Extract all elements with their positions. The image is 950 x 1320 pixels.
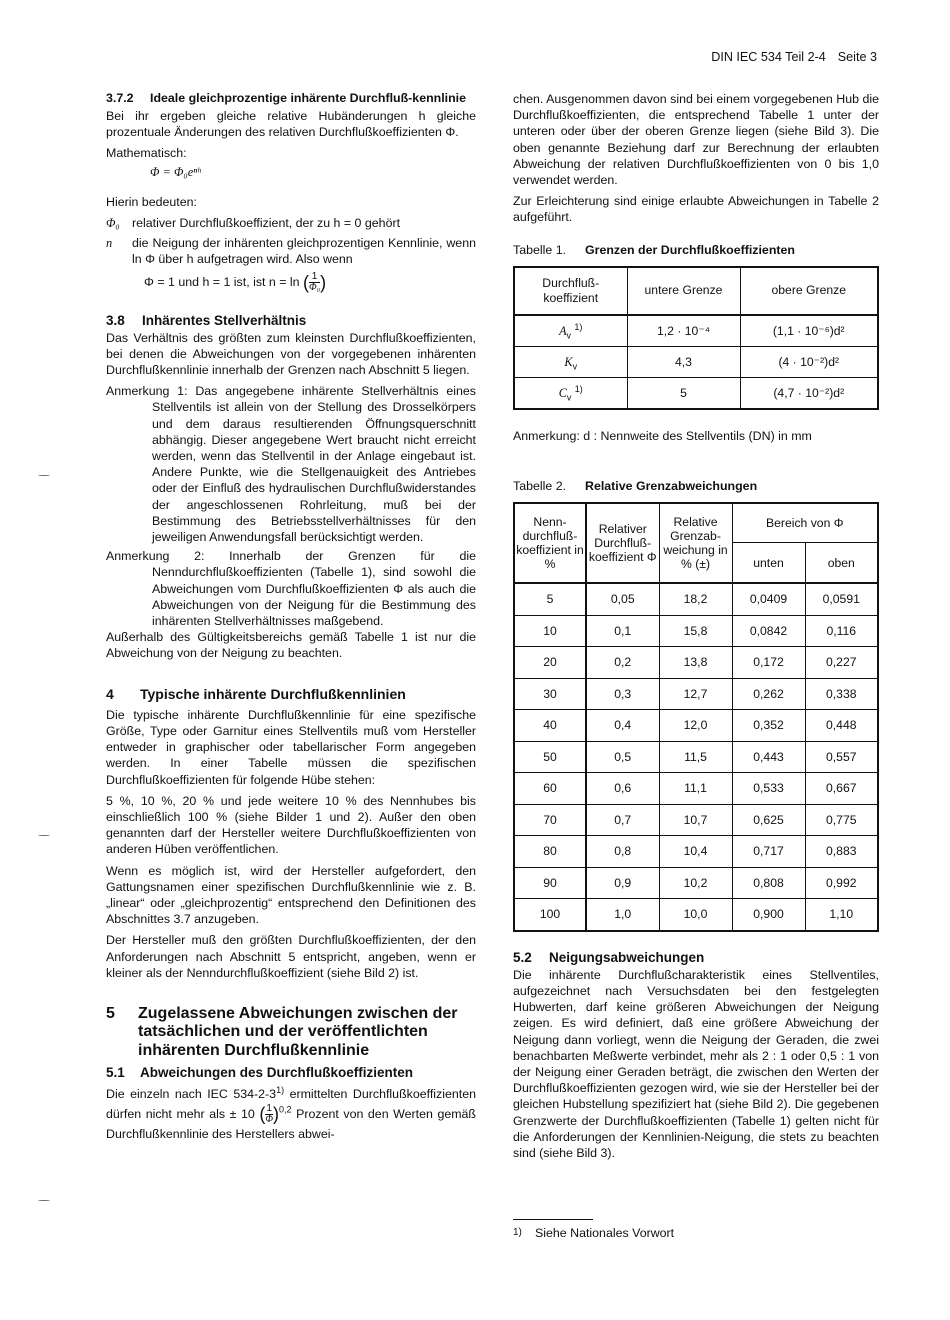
table-row: 50 0,5 11,5 0,443 0,557: [514, 741, 878, 773]
header-cell: untere Grenze: [627, 267, 740, 315]
paragraph: Außerhalb des Gültigkeitsbereichs gemäß Tabelle 1 ist nur die Abweichung von der Neigung zu beachten.: [106, 630, 476, 661]
table-header-row: Nenn-durchfluß-koeffizient in % Relativer Durchfluß-koeffizient Φ Relative Grenzab-weichung in % (±) Bereich von Φ: [514, 503, 878, 543]
table-row: 5 0,05 18,2 0,0409 0,0591: [514, 583, 878, 615]
formula: Φ = Φ₀eⁿʰ: [150, 164, 201, 179]
table-header-row: unten oben: [514, 543, 878, 584]
document-id: DIN IEC 534 Teil 2-4: [711, 50, 826, 64]
table-row: 80 0,8 10,4 0,717 0,883: [514, 836, 878, 868]
footnote-divider: [513, 1219, 593, 1220]
paragraph: Der Hersteller muß den größten Durchflußkoeffizienten, der den Anforderungen nach Abschnitt 5 entspricht, angeben, wenn er kleiner als der Nenndurchflußkoeffizient (siehe Bild 2) ist.: [106, 933, 476, 980]
table-row: 100 1,0 10,0 0,900 1,10: [514, 899, 878, 931]
section-4-heading: 4 Typische inhärente Durchflußkennlinien: [106, 685, 406, 702]
definition-row: Φ₀ relativer Durchflußkoeffizient, der zu h = 0 gehört: [106, 216, 401, 231]
right-column: [513, 91, 879, 1241]
table-row: $K_v$ 4,3 (4 · 10⁻²)d²: [514, 346, 878, 377]
page-number: Seite 3: [837, 50, 877, 64]
section-title: Abweichungen des Durchflußkoeffizienten: [140, 1065, 414, 1081]
section-3-8-heading: 3.8 Inhärentes Stellverhältnis: [106, 312, 307, 328]
margin-mark: [38, 835, 50, 837]
definitions-label: Hierin bedeuten:: [106, 194, 197, 209]
table-2: [513, 502, 879, 932]
table-row: 60 0,6 11,1 0,533 0,667: [514, 773, 878, 805]
paragraph: Bei ihr ergeben gleiche relative Hubänderungen h gleiche prozentuale Änderungen des relativen Durchflußkoeffizienten Φ.: [106, 109, 476, 140]
footnote-ref: 1): [276, 1085, 285, 1096]
table-row: 90 0,9 10,2 0,808 0,992: [514, 867, 878, 899]
page-header: [711, 49, 877, 65]
table-row: 30 0,3 12,7 0,262 0,338: [514, 678, 878, 710]
table-header-row: [514, 267, 878, 315]
formula: Φ = 1 und h = 1 ist, ist n = ln ( $\frac{1}{\text{Φ₀}}$ ): [144, 270, 327, 293]
paragraph: Die typische inhärente Durchflußkennlinie für eine spezifische Größe, Type oder Garnitur eines Stellventils muß vom Hersteller entweder in graphischer oder tabellarischer Form angegeben werden. In einer Tabelle müssen die spezifischen Durchflußkoeffizienten für folgende Hübe stehen:: [106, 707, 476, 787]
margin-mark: [38, 475, 50, 477]
table-1-note: Anmerkung: d : Nennweite des Stellventils (DN) in mm: [513, 428, 812, 443]
section-title: Zugelassene Abweichungen zwischen der tatsächlichen und der veröffentlichten inhärenten Durchflußkennlinie: [138, 1004, 458, 1059]
table-row: 20 0,2 13,8 0,172 0,227: [514, 647, 878, 679]
paragraph: 5 %, 10 %, 20 % und jede weitere 10 % des Nennhubes bis einschließlich 100 % (siehe Bilder 1 und 2). Außer den oben genannten darf der Hersteller weitere Durchflußkoeffizienten von anderen Hüben veröffentlichen.: [106, 793, 476, 857]
section-title: Neigungsabweichungen: [549, 949, 705, 965]
table-row: $C_v$ $^{1)}$ 5 (4,7 · 10⁻²)d²: [514, 377, 878, 409]
table-row: 70 0,7 10,7 0,625 0,775: [514, 804, 878, 836]
header-cell: obere Grenze: [740, 267, 878, 315]
table-row: 10 0,1 15,8 0,0842 0,116: [514, 615, 878, 647]
definition-row: n die Neigung der inhärenten gleichprozentigen Kennlinie, wenn ln Φ über h aufgetragen wird. Also wenn: [106, 236, 476, 267]
paragraph: Die inhärente Durchflußcharakteristik eines Stellventiles, aufgezeichnet nach Versuchsdaten bei den festgelegten Hubwerten, darf keine größeren Abweichungen der Neigung zeigen. Es wird definiert, daß eine größere Abweichung der Neigung dann vorliegt, wenn die Neigung der Geraden, die zwei benachbarten Meßwerte verbindet, mehr als 2 : 1 oder 0,5 : 1 von der Neigung einer Geraden beträgt, die zwischen den Werten der Durchflußkoeffizienten gezogen wird, wie sie der Hersteller bei der gleichen Hubstellung spezifiziert hat (siehe Bild 2). Die gegebenen Grenzwerte der Durchflußkoeffizienten (Tabelle 1) gelten nicht für die Anforderungen der Kennlinien-Neigung, die stets zu beachten sind (siehe Bild 3).: [513, 967, 879, 1160]
table-row: 40 0,4 12,0 0,352 0,448: [514, 710, 878, 742]
paragraph: Wenn es möglich ist, wird der Hersteller aufgefordert, den Gattungsnamen einer spezifischen Durchflußkennlinie wie z. B. „linear“ oder „gleichprozentig“ entsprechend den Definitionen des Abschnittes 3.7 anzugeben.: [106, 863, 476, 927]
footnote: 1) Siehe Nationales Vorwort: [513, 1226, 675, 1241]
section-title: Ideale gleichprozentige inhärente Durchfluß-kennlinie: [150, 91, 467, 105]
paragraph: Zur Erleichterung sind einige erlaubte Abweichungen in Tabelle 2 aufgeführt.: [513, 194, 879, 225]
note-1: Anmerkung 1: Das angegebene inhärente Stellverhältnis eines Stellventils ist allein von der Stellung des Drosselkörpers und dem daraus resultierenden Öffnungsquerschnitt abhängig. Dieser angegebene Wert braucht nicht erreicht werden, wenn das Stellventil in der Anlage eingebaut ist. Andere Punkte, wie die Stellgenauigkeit des Antriebes oder der Einfluß des hydraulischen Durchflußwiderstandes der angeschlossenen Rohrleitung, muß bei der Bestimmung des Betriebsstellverhältnisses für den jeweiligen Anwendungsfall berücksichtigt werden.: [106, 384, 476, 545]
section-5-1-heading: 5.1 Abweichungen des Durchflußkoeffizienten: [106, 1065, 414, 1081]
section-5-heading: 5 Zugelassene Abweichungen zwischen der tatsächlichen und der veröffentlichten inhärenten Durchflußkennlinie: [106, 1005, 476, 1061]
margin-mark: [38, 1200, 50, 1202]
section-title: Typische inhärente Durchflußkennlinien: [140, 685, 406, 702]
left-column: [106, 91, 476, 1149]
table-2-body: [514, 583, 878, 931]
section-3-7-2-heading: 3.7.2 Ideale gleichprozentige inhärente Durchfluß-kennlinie: [106, 91, 467, 105]
section-5-2-heading: 5.2 Neigungsabweichungen: [513, 949, 705, 965]
table-1: [513, 266, 879, 410]
table-1-caption: Tabelle 1. Grenzen der Durchflußkoeffizienten: [513, 242, 795, 257]
paragraph: chen. Ausgenommen davon sind bei einem vorgegebenen Hub die Durchflußkoeffizienten, die entsprechend Tabelle 1 unter der unteren oder über der oberen Grenze liegen (siehe Bild 3). Die oben genannte Beziehung darf zur Berechnung der erlaubten Abweichung der relativen Durchflußkoeffizienten von 0 bis 1,0 verwendet werden.: [513, 92, 879, 188]
note-2: Anmerkung 2: Innerhalb der Grenzen für die Nenndurchflußkoeffizienten (Tabelle 1), sind sowohl die Abweichungen vom Durchflußkoeffizienten Φ als auch die Abweichungen von der Neigung für die Bestimmung des inhärenten Stellverhältnisses maßgebend.: [106, 549, 476, 629]
header-cell: Durchfluß-koeffizient: [514, 267, 627, 315]
math-label: Mathematisch:: [106, 146, 187, 161]
table-2-caption: Tabelle 2. Relative Grenzabweichungen: [513, 479, 758, 494]
table-row: $A_v$ $^{1)}$ 1,2 · 10⁻⁴ (1,1 · 10⁻⁶)d²: [514, 315, 878, 347]
paragraph: Die einzeln nach IEC 534-2-3$^{1)}$ ermittelten Durchflußkoeffizienten dürfen nicht mehr als ± 10 ( $\frac{1}{\Phi}$ )$^{0,2}$ Prozent von den Werten gemäß Durchflußkennlinie des Herstellers abwei-: [106, 1085, 477, 1142]
section-title: Inhärentes Stellverhältnis: [142, 312, 307, 328]
paragraph: Das Verhältnis des größten zum kleinsten Durchflußkoeffizienten, bei denen die Abweichungen von der vorgegebenen inhärenten Durchflußkennlinie innerhalb der Grenzen nach Abschnitt 5 liegen.: [106, 330, 476, 378]
